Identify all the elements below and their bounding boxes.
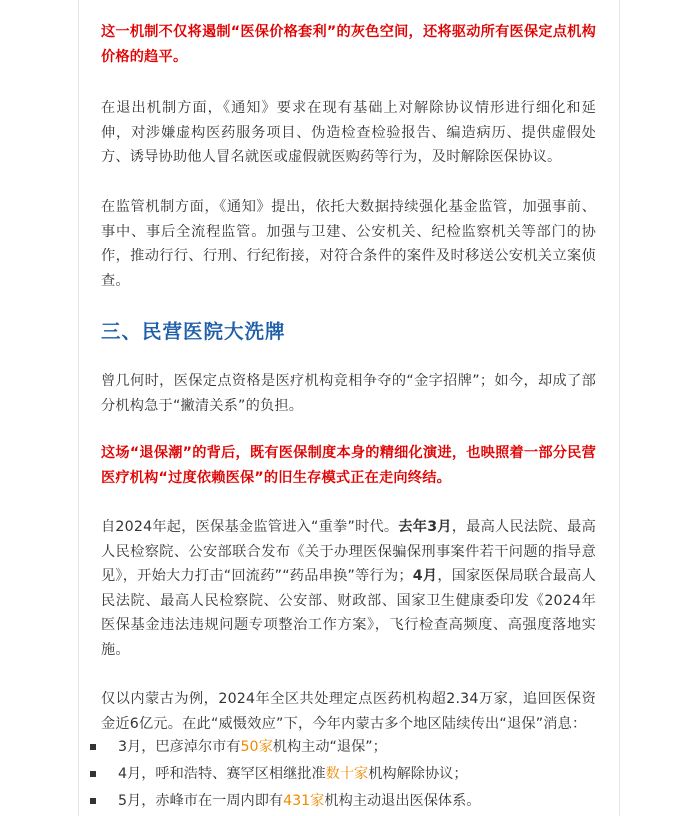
section-heading: 三、民营医院大洗牌: [101, 320, 286, 343]
highlight-count: 50家: [240, 739, 273, 755]
regulation-text-2: ，最高人民法院、最高人民检察院、公安部联合发布《关于办理医保骗保刑事案件若干问题的指导意见》，开始大力打击“回流药”“药品串换”等行为；: [101, 519, 596, 584]
withdrawal-list: [90, 734, 600, 815]
list-item: [90, 761, 600, 788]
supervision-mechanism-paragraph: 在监管机制方面，《通知》提出，依托大数据持续强化基金监管，加强事前、事中、事后全流程监管。加强与卫建、公安机关、纪检监察机关等部门的协作，推动行行、行刑、行纪衔接，对符合条件的案件及时移送公安机关立案侦查。: [101, 199, 596, 289]
inner-mongolia-paragraph: 仅以内蒙古为例，2024年全区共处理定点医药机构超2.34万家，追回医保资金近6亿元。在此“威慑效应”下，今年内蒙古多个地区陆续传出“退保”消息：: [101, 691, 596, 732]
highlight-count: 数十家: [325, 766, 369, 782]
bullet-icon: [90, 744, 96, 750]
bullet-icon: [90, 771, 96, 777]
list-item-text: 机构主动退出医保体系。: [324, 793, 481, 809]
list-item: [90, 788, 600, 815]
emphasis-paragraph-2: 这场“退保潮”的背后，既有医保制度本身的精细化演进，也映照着一部分民营医疗机构“过度依赖医保”的旧生存模式正在走向终结。: [101, 445, 596, 486]
emphasis-paragraph-1: 这一机制不仅将遏制“医保价格套利”的灰色空间，还将驱动所有医保定点机构价格的趋平。: [101, 24, 596, 65]
list-item-text: 4月，呼和浩特、赛罕区相继批准: [118, 766, 326, 782]
regulation-text-3: ，国家医保局联合最高人民法院、最高人民检察院、公安部、财政部、国家卫生健康委印发《2024年医保基金违法违规问题专项整治工作方案》，飞行检查高频度、高强度落地实施。: [101, 568, 596, 658]
regulation-date-april: 4月: [412, 568, 438, 584]
exit-mechanism-paragraph: 在退出机制方面，《通知》要求在现有基础上对解除协议情形进行细化和延伸，对涉嫌虚构医药服务项目、伪造检查检验报告、编造病历、提供虚假处方、诱导协助他人冒名就医或虚假就医购药等行为，及时解除医保协议。: [101, 100, 596, 165]
regulation-text-1: 自2024年起，医保基金监管进入“重拳”时代。: [101, 519, 399, 535]
highlight-count: 431家: [283, 793, 325, 809]
list-item-text: 机构解除协议；: [368, 766, 468, 782]
regulation-date-march: 去年3月: [398, 519, 452, 535]
list-item-text: 5月，赤峰市在一周内即有: [118, 793, 284, 809]
regulation-paragraph: [101, 515, 596, 662]
intro-paragraph: 曾几何时，医保定点资格是医疗机构竞相争夺的“金字招牌”；如今，却成了部分机构急于“撇清关系”的负担。: [101, 373, 596, 414]
list-item-text: 3月，巴彦淖尔市有: [118, 739, 241, 755]
bullet-icon: [90, 798, 96, 804]
list-item-text: 机构主动“退保”；: [272, 739, 387, 755]
list-item: [90, 734, 600, 761]
